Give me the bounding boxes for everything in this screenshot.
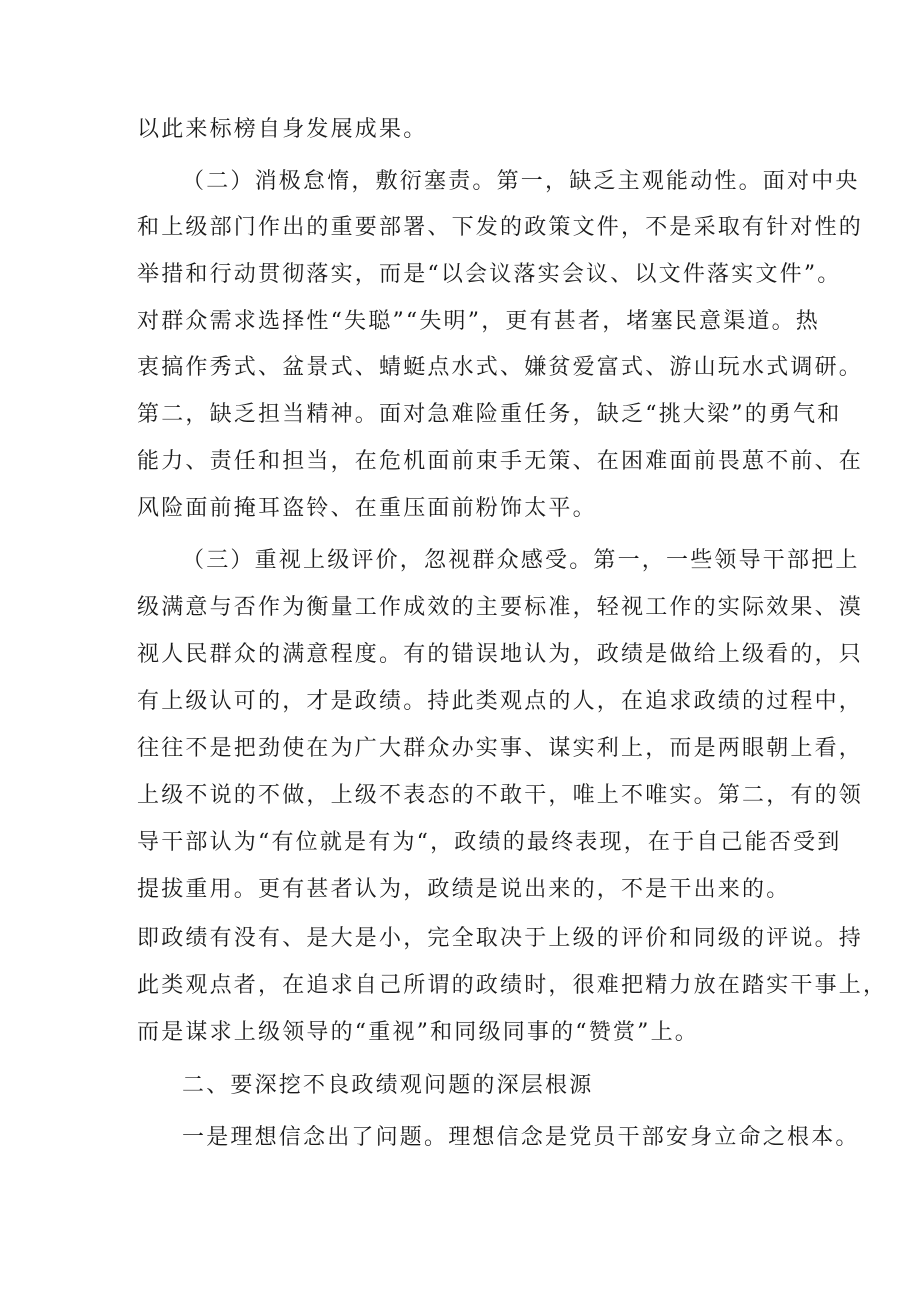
text-line: 风险面前掩耳盗铃、在重压面前粉饰太平。 [137, 496, 597, 521]
text-line: 对群众需求选择性“失聪”“失明”，更有甚者，堵塞民意渠道。热 [137, 309, 820, 334]
text-line: 导干部认为“有位就是有为“，政绩的最终表现，在于自己能否受到 [137, 830, 842, 855]
paragraph-heading-2: （二）消极怠惰，敷衍塞责。第一，缺乏主观能动性。面对中央 [182, 169, 860, 194]
text-line: 级满意与否作为衡量工作成效的主要标准，轻视工作的实际效果、漠 [137, 595, 864, 620]
paragraph-heading-3: （三）重视上级评价，忽视群众感受。第一，一些领导干部把上 [182, 548, 860, 573]
text-line: 举措和行动贯彻落实，而是“以会议落实会议、以文件落实文件”。 [137, 262, 842, 287]
text-line: 上级不说的不做，上级不表态的不敢干，唯上不唯实。第二，有的领 [137, 783, 864, 808]
text-line: 往往不是把劲使在为广大群众办实事、谋实利上，而是两眼朝上看， [137, 736, 864, 761]
text-line: 有上级认可的，才是政绩。持此类观点的人，在追求政绩的过程中， [137, 689, 864, 714]
section-heading: 二、要深挖不良政绩观问题的深层根源 [182, 1073, 594, 1098]
text-line: 和上级部门作出的重要部署、下发的政策文件，不是采取有针对性的 [137, 215, 864, 240]
text-line: 能力、责任和担当，在危机面前束手无策、在困难面前畏葸不前、在 [137, 449, 864, 474]
text-line: 视人民群众的满意程度。有的错误地认为，政绩是做给上级看的，只 [137, 642, 864, 667]
text-line: 即政绩有没有、是大是小，完全取决于上级的评价和同级的评说。持 [137, 926, 864, 951]
text-line: 而是谋求上级领导的“重视”和同级同事的“赞赏”上。 [137, 1020, 699, 1045]
text-line: 第二，缺乏担当精神。面对急难险重任务，缺乏“挑大梁”的勇气和 [137, 402, 842, 427]
text-line: 此类观点者，在追求自己所谓的政绩时，很难把精力放在踏实干事上， [137, 973, 888, 998]
text-line: 衷搞作秀式、盆景式、蜻蜓点水式、嫌贫爱富式、游山玩水式调研。 [137, 355, 864, 380]
text-line: 以此来标榜自身发展成果。 [137, 117, 428, 142]
text-line: 提拔重用。更有甚者认为，政绩是说出来的，不是干出来的。 [137, 877, 791, 902]
text-line: 一是理想信念出了问题。理想信念是党员干部安身立命之根本。 [182, 1125, 860, 1150]
